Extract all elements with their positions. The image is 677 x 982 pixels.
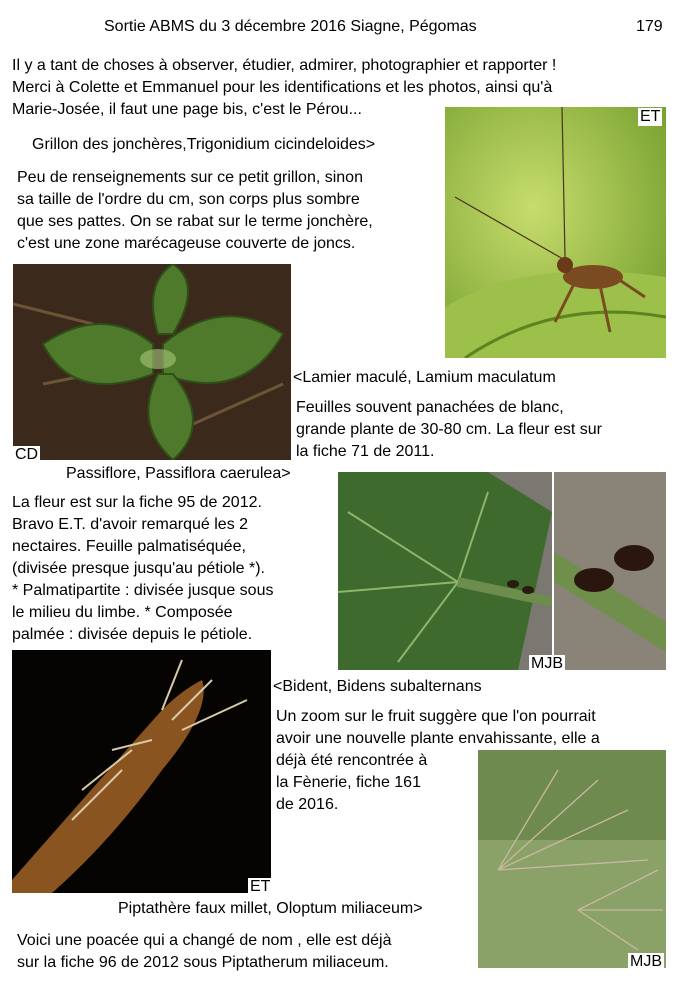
bident-text-3: déjà été rencontrée à — [276, 752, 428, 769]
passiflore-caption: Passiflore, Passiflora caerulea> — [66, 465, 291, 482]
bident-caption: <Bident, Bidens subalternans — [273, 678, 482, 695]
page-number: 179 — [636, 18, 663, 35]
passiflore-text-6: le milieu du limbe. * Composée — [12, 604, 233, 621]
grillon-credit: ET — [640, 108, 661, 125]
intro-line-2: Merci à Colette et Emmanuel pour les identifications et les photos, ainsi qu'à — [12, 79, 553, 96]
passiflore-text-1: La fleur est sur la fiche 95 de 2012. — [12, 494, 262, 511]
passiflora-leaf-photo — [338, 472, 552, 670]
passiflore-text-7: palmée : divisée depuis le pétiole. — [12, 626, 253, 643]
lamier-text-2: grande plante de 30-80 cm. La fleur est sur — [296, 421, 602, 438]
intro-line-1: Il y a tant de choses à observer, étudier, admirer, photographier et rapporter ! — [12, 57, 557, 74]
grillon-caption: Grillon des jonchères,Trigonidium cicindeloides> — [32, 136, 376, 153]
piptathere-text-1: Voici une poacée qui a changé de nom , elle est déjà — [17, 932, 392, 949]
grillon-text-3: que ses pattes. On se rabat sur le terme jonchère, — [17, 213, 373, 230]
cricket-photo — [445, 107, 666, 358]
page-title: Sortie ABMS du 3 décembre 2016 Siagne, Pégomas — [104, 18, 477, 35]
bident-text-5: de 2016. — [276, 796, 339, 813]
lamier-text-3: la fiche 71 de 2011. — [296, 443, 435, 460]
piptathere-caption: Piptathère faux millet, Oloptum miliaceum> — [118, 900, 423, 917]
passiflore-text-5: * Palmatipartite : divisée jusque sous — [12, 582, 274, 599]
piptathere-text-2: sur la fiche 96 de 2012 sous Piptatherum miliaceum. — [17, 954, 389, 971]
bident-credit: ET — [250, 878, 271, 895]
grillon-text-1: Peu de renseignements sur ce petit grillon, sinon — [17, 169, 363, 186]
grillon-text-4: c'est une zone marécageuse couverte de joncs. — [17, 235, 356, 252]
bidens-fruit-photo — [12, 650, 271, 893]
passiflore-text-3: nectaires. Feuille palmatiséquée, — [12, 538, 246, 555]
passiflore-text-4: (divisée presque jusqu'au pétiole *). — [12, 560, 265, 577]
bident-text-2: avoir une nouvelle plante envahissante, elle a — [276, 730, 600, 747]
bident-text-1: Un zoom sur le fruit suggère que l'on pourrait — [276, 708, 596, 725]
lamium-photo — [13, 264, 291, 460]
bident-text-4: la Fènerie, fiche 161 — [276, 774, 421, 791]
piptathere-credit: MJB — [630, 953, 662, 970]
passiflore-credit: MJB — [531, 655, 563, 672]
lamier-credit: CD — [15, 446, 39, 463]
passiflore-text-2: Bravo E.T. d'avoir remarqué les 2 — [12, 516, 249, 533]
piptatherum-photo — [478, 750, 666, 968]
lamier-caption: <Lamier maculé, Lamium maculatum — [293, 369, 556, 386]
passiflora-nectaries-photo — [554, 472, 666, 670]
lamier-text-1: Feuilles souvent panachées de blanc, — [296, 399, 564, 416]
grillon-text-2: sa taille de l'ordre du cm, son corps plus sombre — [17, 191, 360, 208]
intro-line-3: Marie-Josée, il faut une page bis, c'est le Pérou... — [12, 101, 362, 118]
